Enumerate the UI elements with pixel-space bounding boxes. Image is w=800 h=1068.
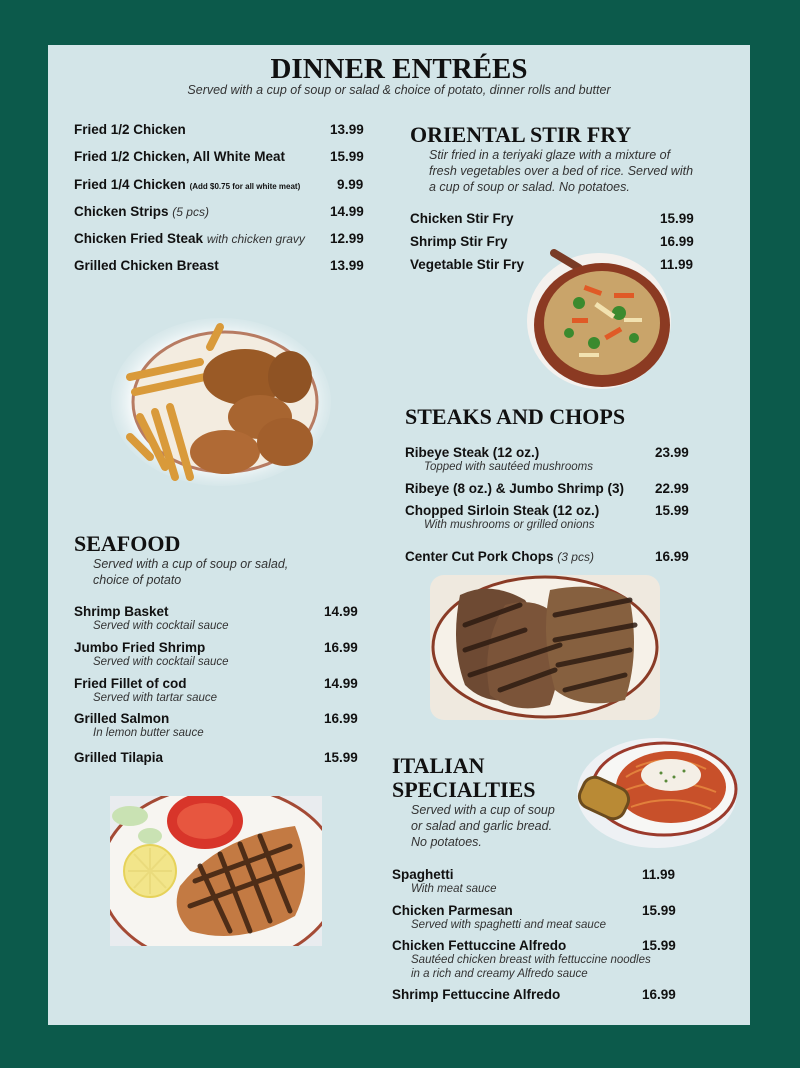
section-title: SEAFOOD xyxy=(74,531,181,556)
menu-item-price: 11.99 xyxy=(660,257,694,272)
section-title: STEAKS AND CHOPS xyxy=(405,404,626,429)
menu-item-price: 15.99 xyxy=(324,750,358,765)
desc-line: fresh vegetables over a bed of rice. Served with xyxy=(429,164,694,178)
menu-item-name: Spaghetti xyxy=(392,867,454,882)
menu-item-note: (3 pcs) xyxy=(557,550,594,564)
menu-item-name: Fried Fillet of cod xyxy=(74,676,187,691)
title-line: ITALIAN xyxy=(392,753,485,778)
menu-item-name: Vegetable Stir Fry xyxy=(410,257,525,272)
menu-item-name: Chicken Fried Steak xyxy=(74,231,204,246)
menu-item-note: (5 pcs) xyxy=(172,205,209,219)
menu-item-price: 13.99 xyxy=(330,258,364,273)
menu-item xyxy=(74,231,305,246)
menu-item-price: 23.99 xyxy=(655,445,689,460)
fried-chicken-photo xyxy=(110,317,332,487)
menu-item-name: Chicken Strips xyxy=(74,204,169,219)
menu-item-price: 15.99 xyxy=(642,903,676,918)
menu-item-price: 16.99 xyxy=(324,640,358,655)
menu-item-name: Fried 1/2 Chicken, All White Meat xyxy=(74,149,286,164)
menu-item-price: 12.99 xyxy=(330,231,364,246)
menu-item-price: 13.99 xyxy=(330,122,364,137)
menu-item-name: Ribeye (8 oz.) & Jumbo Shrimp (3) xyxy=(405,481,625,496)
section-desc xyxy=(93,556,288,588)
menu-item-note: (Add $0.75 for all white meat) xyxy=(189,182,301,191)
menu-item-name: Grilled Salmon xyxy=(74,711,170,726)
menu-item-price: 15.99 xyxy=(642,938,676,953)
menu-item-name: Chicken Stir Fry xyxy=(410,211,514,226)
menu-item-price: 11.99 xyxy=(642,867,676,882)
grilled-fish-photo xyxy=(110,796,322,946)
menu-item xyxy=(74,177,300,192)
menu-item-name: Shrimp Stir Fry xyxy=(410,234,508,249)
section-desc xyxy=(411,802,555,850)
menu-item-price: 9.99 xyxy=(337,177,364,192)
sub-line: Sautéed chicken breast with fettuccine noodles xyxy=(411,954,651,966)
menu-item-price: 16.99 xyxy=(660,234,694,249)
menu-item-price: 16.99 xyxy=(655,549,689,564)
menu-item-name: Grilled Chicken Breast xyxy=(74,258,219,273)
menu-item-sub: Served with cocktail sauce xyxy=(93,656,229,668)
menu-item-name: Shrimp Fettuccine Alfredo xyxy=(392,987,561,1002)
menu-item-price: 14.99 xyxy=(324,676,358,691)
menu-item-name: Fried 1/2 Chicken xyxy=(74,122,186,137)
stir-fry-photo xyxy=(524,243,674,391)
page-subtitle: Served with a cup of soup or salad & choice of potato, dinner rolls and butter xyxy=(187,83,611,97)
menu-item-sub: Served with cocktail sauce xyxy=(93,620,229,632)
pork-chops-photo xyxy=(430,575,660,720)
section-title: ORIENTAL STIR FRY xyxy=(410,122,632,147)
menu-item-sub: With meat sauce xyxy=(411,883,497,895)
desc-line: No potatoes. xyxy=(411,835,482,849)
menu-item-price: 15.99 xyxy=(660,211,694,226)
spaghetti-photo xyxy=(576,737,738,849)
page-title: DINNER ENTRÉES xyxy=(270,53,528,85)
menu-item-sub xyxy=(411,953,651,981)
desc-line: Served with a cup of soup xyxy=(411,803,555,817)
menu-item-sub: Topped with sautéed mushrooms xyxy=(424,461,593,473)
menu-item-price: 16.99 xyxy=(324,711,358,726)
menu-item-name: Jumbo Fried Shrimp xyxy=(74,640,206,655)
menu-item xyxy=(74,204,209,219)
menu-item xyxy=(405,549,594,564)
menu-item-name: Chicken Parmesan xyxy=(392,903,513,918)
desc-line: Served with a cup of soup or salad, xyxy=(93,557,289,571)
section-title xyxy=(392,754,535,802)
menu-item-name: Ribeye Steak (12 oz.) xyxy=(405,445,540,460)
menu-item-sub: With mushrooms or grilled onions xyxy=(424,519,595,531)
menu-item-sub: Served with spaghetti and meat sauce xyxy=(411,919,606,931)
title-line: SPECIALTIES xyxy=(392,777,536,802)
menu-item-price: 22.99 xyxy=(655,481,689,496)
menu-item-name: Chicken Fettuccine Alfredo xyxy=(392,938,567,953)
menu-item-name: Grilled Tilapia xyxy=(74,750,164,765)
desc-line: a cup of soup or salad. No potatoes. xyxy=(429,180,630,194)
menu-item-price: 15.99 xyxy=(655,503,689,518)
sub-line: in a rich and creamy Alfredo sauce xyxy=(411,968,588,980)
menu-panel xyxy=(48,45,750,1025)
desc-line: or salad and garlic bread. xyxy=(411,819,553,833)
desc-line: Stir fried in a teriyaki glaze with a mixture of xyxy=(429,148,671,162)
menu-item-note: with chicken gravy xyxy=(206,232,305,246)
section-desc xyxy=(429,147,693,195)
menu-item-name: Shrimp Basket xyxy=(74,604,169,619)
menu-item-sub: In lemon butter sauce xyxy=(93,727,204,739)
menu-item-name: Chopped Sirloin Steak (12 oz.) xyxy=(405,503,600,518)
menu-item-price: 14.99 xyxy=(324,604,358,619)
menu-item-price: 16.99 xyxy=(642,987,676,1002)
menu-item-name: Fried 1/4 Chicken xyxy=(74,177,186,192)
menu-item-price: 14.99 xyxy=(330,204,364,219)
menu-item-price: 15.99 xyxy=(330,149,364,164)
desc-line: choice of potato xyxy=(93,573,182,587)
menu-item-sub: Served with tartar sauce xyxy=(93,692,218,704)
menu-item-name: Center Cut Pork Chops xyxy=(405,549,554,564)
